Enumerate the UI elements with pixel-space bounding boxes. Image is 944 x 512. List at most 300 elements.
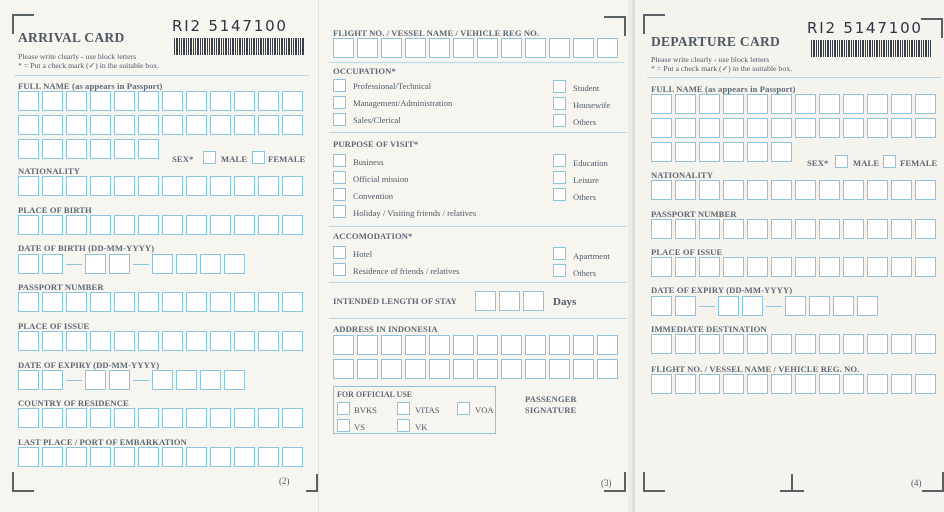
entry-box[interactable] [333, 335, 354, 355]
entry-box[interactable] [234, 331, 255, 351]
entry-box[interactable] [90, 139, 111, 159]
entry-box[interactable] [258, 331, 279, 351]
entry-box[interactable] [18, 292, 39, 312]
entry-box[interactable] [18, 254, 39, 274]
entry-box[interactable] [477, 359, 498, 379]
entry-box[interactable] [381, 38, 402, 58]
entry-box[interactable] [597, 335, 618, 355]
occupation-checkbox[interactable] [333, 96, 346, 109]
entry-box[interactable] [66, 115, 87, 135]
entry-box[interactable] [186, 292, 207, 312]
entry-box[interactable] [843, 334, 864, 354]
entry-box[interactable] [42, 370, 63, 390]
entry-box[interactable] [785, 296, 806, 316]
entry-box[interactable] [210, 408, 231, 428]
entry-box[interactable] [891, 118, 912, 138]
entry-box[interactable] [42, 115, 63, 135]
entry-box[interactable] [795, 94, 816, 114]
passport-number-field[interactable] [18, 292, 306, 312]
entry-box[interactable] [699, 94, 720, 114]
entry-box[interactable] [651, 257, 672, 277]
entry-box[interactable] [114, 176, 135, 196]
entry-box[interactable] [109, 254, 130, 274]
entry-box[interactable] [819, 118, 840, 138]
entry-box[interactable] [891, 374, 912, 394]
entry-box[interactable] [162, 176, 183, 196]
entry-box[interactable] [224, 254, 245, 274]
entry-box[interactable] [549, 38, 570, 58]
entry-box[interactable] [258, 115, 279, 135]
entry-box[interactable] [186, 331, 207, 351]
entry-box[interactable] [357, 335, 378, 355]
female-checkbox[interactable] [883, 155, 896, 168]
entry-box[interactable] [258, 176, 279, 196]
stay-field[interactable] [475, 291, 547, 311]
entry-box[interactable] [162, 91, 183, 111]
entry-box[interactable] [176, 370, 197, 390]
occupation-checkbox[interactable] [333, 113, 346, 126]
entry-box[interactable] [42, 408, 63, 428]
entry-box[interactable] [200, 370, 221, 390]
entry-box[interactable] [333, 38, 354, 58]
entry-box[interactable] [18, 370, 39, 390]
entry-box[interactable] [523, 291, 544, 311]
address-row-1[interactable] [333, 335, 621, 355]
place-of-birth-field[interactable] [18, 215, 306, 235]
entry-box[interactable] [162, 115, 183, 135]
entry-box[interactable] [152, 254, 173, 274]
entry-box[interactable] [90, 408, 111, 428]
entry-box[interactable] [109, 370, 130, 390]
entry-box[interactable] [357, 359, 378, 379]
purpose-checkbox[interactable] [333, 188, 346, 201]
full-name-row-1[interactable] [18, 91, 306, 111]
entry-box[interactable] [210, 176, 231, 196]
entry-box[interactable] [699, 219, 720, 239]
accommodation-checkbox[interactable] [553, 247, 566, 260]
entry-box[interactable] [843, 257, 864, 277]
entry-box[interactable] [234, 215, 255, 235]
entry-box[interactable] [699, 334, 720, 354]
male-checkbox[interactable] [203, 151, 216, 164]
entry-box[interactable] [66, 408, 87, 428]
entry-box[interactable] [867, 257, 888, 277]
entry-box[interactable] [405, 335, 426, 355]
entry-box[interactable] [162, 331, 183, 351]
entry-box[interactable] [771, 94, 792, 114]
entry-box[interactable] [42, 139, 63, 159]
entry-box[interactable] [114, 292, 135, 312]
entry-box[interactable] [771, 180, 792, 200]
voa-checkbox[interactable] [457, 402, 470, 415]
entry-box[interactable] [651, 180, 672, 200]
entry-box[interactable] [501, 335, 522, 355]
entry-box[interactable] [282, 176, 303, 196]
entry-box[interactable] [651, 296, 672, 316]
entry-box[interactable] [138, 447, 159, 467]
entry-box[interactable] [429, 335, 450, 355]
entry-box[interactable] [819, 180, 840, 200]
male-checkbox[interactable] [835, 155, 848, 168]
entry-box[interactable] [138, 115, 159, 135]
entry-box[interactable] [771, 118, 792, 138]
entry-box[interactable] [186, 91, 207, 111]
entry-box[interactable] [747, 374, 768, 394]
entry-box[interactable] [90, 331, 111, 351]
entry-box[interactable] [915, 374, 936, 394]
flight-field[interactable] [333, 38, 621, 58]
entry-box[interactable] [891, 180, 912, 200]
entry-box[interactable] [867, 118, 888, 138]
entry-box[interactable] [675, 118, 696, 138]
entry-box[interactable] [915, 118, 936, 138]
vitas-checkbox[interactable] [397, 402, 410, 415]
purpose-checkbox[interactable] [333, 205, 346, 218]
date-of-expiry-field[interactable] [651, 296, 881, 316]
entry-box[interactable] [282, 215, 303, 235]
entry-box[interactable] [114, 447, 135, 467]
entry-box[interactable] [333, 359, 354, 379]
entry-box[interactable] [90, 447, 111, 467]
purpose-checkbox[interactable] [333, 154, 346, 167]
entry-box[interactable] [429, 38, 450, 58]
entry-box[interactable] [795, 118, 816, 138]
entry-box[interactable] [90, 91, 111, 111]
entry-box[interactable] [573, 359, 594, 379]
entry-box[interactable] [833, 296, 854, 316]
entry-box[interactable] [258, 91, 279, 111]
entry-box[interactable] [114, 115, 135, 135]
purpose-checkbox[interactable] [553, 154, 566, 167]
entry-box[interactable] [867, 94, 888, 114]
entry-box[interactable] [429, 359, 450, 379]
entry-box[interactable] [176, 254, 197, 274]
entry-box[interactable] [549, 359, 570, 379]
entry-box[interactable] [915, 94, 936, 114]
entry-box[interactable] [282, 91, 303, 111]
entry-box[interactable] [651, 219, 672, 239]
full-name-row-3[interactable] [651, 142, 795, 162]
entry-box[interactable] [891, 94, 912, 114]
bvks-checkbox[interactable] [337, 402, 350, 415]
destination-field[interactable] [651, 334, 939, 354]
entry-box[interactable] [795, 334, 816, 354]
entry-box[interactable] [210, 91, 231, 111]
entry-box[interactable] [651, 334, 672, 354]
entry-box[interactable] [357, 38, 378, 58]
entry-box[interactable] [42, 292, 63, 312]
entry-box[interactable] [210, 115, 231, 135]
entry-box[interactable] [699, 118, 720, 138]
entry-box[interactable] [723, 257, 744, 277]
entry-box[interactable] [699, 374, 720, 394]
entry-box[interactable] [723, 118, 744, 138]
entry-box[interactable] [186, 447, 207, 467]
entry-box[interactable] [18, 115, 39, 135]
entry-box[interactable] [42, 176, 63, 196]
full-name-row-2[interactable] [18, 115, 306, 135]
entry-box[interactable] [42, 91, 63, 111]
entry-box[interactable] [549, 335, 570, 355]
entry-box[interactable] [453, 359, 474, 379]
entry-box[interactable] [742, 296, 763, 316]
entry-box[interactable] [477, 38, 498, 58]
vs-checkbox[interactable] [337, 419, 350, 432]
entry-box[interactable] [747, 257, 768, 277]
occupation-checkbox[interactable] [553, 97, 566, 110]
entry-box[interactable] [114, 331, 135, 351]
entry-box[interactable] [453, 38, 474, 58]
entry-box[interactable] [210, 331, 231, 351]
entry-box[interactable] [186, 408, 207, 428]
entry-box[interactable] [66, 215, 87, 235]
entry-box[interactable] [18, 408, 39, 428]
entry-box[interactable] [675, 219, 696, 239]
entry-box[interactable] [501, 359, 522, 379]
entry-box[interactable] [819, 94, 840, 114]
purpose-checkbox[interactable] [553, 171, 566, 184]
entry-box[interactable] [747, 118, 768, 138]
entry-box[interactable] [114, 215, 135, 235]
entry-box[interactable] [675, 374, 696, 394]
address-row-2[interactable] [333, 359, 621, 379]
entry-box[interactable] [675, 334, 696, 354]
entry-box[interactable] [573, 335, 594, 355]
entry-box[interactable] [85, 254, 106, 274]
entry-box[interactable] [18, 215, 39, 235]
purpose-checkbox[interactable] [553, 188, 566, 201]
entry-box[interactable] [843, 219, 864, 239]
entry-box[interactable] [699, 142, 720, 162]
entry-box[interactable] [138, 91, 159, 111]
entry-box[interactable] [819, 374, 840, 394]
occupation-checkbox[interactable] [553, 114, 566, 127]
entry-box[interactable] [675, 142, 696, 162]
occupation-checkbox[interactable] [553, 80, 566, 93]
entry-box[interactable] [162, 215, 183, 235]
accommodation-checkbox[interactable] [333, 246, 346, 259]
entry-box[interactable] [795, 257, 816, 277]
place-of-issue-field[interactable] [18, 331, 306, 351]
entry-box[interactable] [771, 374, 792, 394]
entry-box[interactable] [525, 359, 546, 379]
accommodation-checkbox[interactable] [333, 263, 346, 276]
entry-box[interactable] [186, 215, 207, 235]
entry-box[interactable] [90, 115, 111, 135]
accommodation-checkbox[interactable] [553, 264, 566, 277]
entry-box[interactable] [66, 139, 87, 159]
entry-box[interactable] [718, 296, 739, 316]
entry-box[interactable] [651, 94, 672, 114]
entry-box[interactable] [477, 335, 498, 355]
occupation-checkbox[interactable] [333, 79, 346, 92]
entry-box[interactable] [234, 447, 255, 467]
entry-box[interactable] [66, 331, 87, 351]
entry-box[interactable] [597, 38, 618, 58]
entry-box[interactable] [651, 142, 672, 162]
entry-box[interactable] [501, 38, 522, 58]
entry-box[interactable] [66, 292, 87, 312]
entry-box[interactable] [475, 291, 496, 311]
entry-box[interactable] [66, 176, 87, 196]
date-of-expiry-field[interactable] [18, 370, 248, 390]
entry-box[interactable] [723, 219, 744, 239]
entry-box[interactable] [867, 334, 888, 354]
entry-box[interactable] [651, 118, 672, 138]
nationality-field[interactable] [651, 180, 939, 200]
entry-box[interactable] [405, 359, 426, 379]
entry-box[interactable] [699, 257, 720, 277]
date-of-birth-field[interactable] [18, 254, 248, 274]
entry-box[interactable] [138, 176, 159, 196]
entry-box[interactable] [857, 296, 878, 316]
vk-checkbox[interactable] [397, 419, 410, 432]
entry-box[interactable] [915, 334, 936, 354]
entry-box[interactable] [186, 115, 207, 135]
passport-number-field[interactable] [651, 219, 939, 239]
entry-box[interactable] [224, 370, 245, 390]
full-name-row-2[interactable] [651, 118, 939, 138]
entry-box[interactable] [42, 254, 63, 274]
full-name-row-3[interactable] [18, 139, 162, 159]
entry-box[interactable] [675, 94, 696, 114]
entry-box[interactable] [675, 180, 696, 200]
entry-box[interactable] [795, 180, 816, 200]
entry-box[interactable] [843, 94, 864, 114]
entry-box[interactable] [258, 408, 279, 428]
entry-box[interactable] [499, 291, 520, 311]
entry-box[interactable] [699, 180, 720, 200]
entry-box[interactable] [771, 257, 792, 277]
entry-box[interactable] [234, 176, 255, 196]
entry-box[interactable] [18, 331, 39, 351]
entry-box[interactable] [819, 257, 840, 277]
entry-box[interactable] [138, 215, 159, 235]
entry-box[interactable] [915, 180, 936, 200]
entry-box[interactable] [114, 139, 135, 159]
entry-box[interactable] [525, 38, 546, 58]
full-name-row-1[interactable] [651, 94, 939, 114]
entry-box[interactable] [42, 215, 63, 235]
entry-box[interactable] [867, 219, 888, 239]
entry-box[interactable] [210, 292, 231, 312]
entry-box[interactable] [771, 219, 792, 239]
place-of-issue-field[interactable] [651, 257, 939, 277]
entry-box[interactable] [282, 331, 303, 351]
entry-box[interactable] [843, 180, 864, 200]
entry-box[interactable] [381, 335, 402, 355]
entry-box[interactable] [66, 447, 87, 467]
entry-box[interactable] [42, 447, 63, 467]
entry-box[interactable] [723, 374, 744, 394]
entry-box[interactable] [282, 115, 303, 135]
entry-box[interactable] [843, 118, 864, 138]
entry-box[interactable] [453, 335, 474, 355]
entry-box[interactable] [282, 447, 303, 467]
entry-box[interactable] [867, 374, 888, 394]
last-place-field[interactable] [18, 447, 306, 467]
entry-box[interactable] [675, 296, 696, 316]
entry-box[interactable] [18, 447, 39, 467]
entry-box[interactable] [819, 219, 840, 239]
entry-box[interactable] [138, 292, 159, 312]
entry-box[interactable] [651, 374, 672, 394]
entry-box[interactable] [723, 142, 744, 162]
entry-box[interactable] [771, 142, 792, 162]
entry-box[interactable] [282, 292, 303, 312]
entry-box[interactable] [138, 139, 159, 159]
entry-box[interactable] [282, 408, 303, 428]
entry-box[interactable] [747, 219, 768, 239]
entry-box[interactable] [210, 215, 231, 235]
entry-box[interactable] [186, 176, 207, 196]
entry-box[interactable] [42, 331, 63, 351]
purpose-checkbox[interactable] [333, 171, 346, 184]
entry-box[interactable] [675, 257, 696, 277]
entry-box[interactable] [234, 292, 255, 312]
entry-box[interactable] [90, 292, 111, 312]
entry-box[interactable] [573, 38, 594, 58]
entry-box[interactable] [258, 215, 279, 235]
entry-box[interactable] [891, 219, 912, 239]
entry-box[interactable] [795, 374, 816, 394]
female-checkbox[interactable] [252, 151, 265, 164]
entry-box[interactable] [525, 335, 546, 355]
entry-box[interactable] [891, 257, 912, 277]
entry-box[interactable] [152, 370, 173, 390]
entry-box[interactable] [915, 219, 936, 239]
entry-box[interactable] [747, 180, 768, 200]
entry-box[interactable] [747, 94, 768, 114]
entry-box[interactable] [234, 408, 255, 428]
entry-box[interactable] [819, 334, 840, 354]
entry-box[interactable] [234, 115, 255, 135]
entry-box[interactable] [915, 257, 936, 277]
entry-box[interactable] [843, 374, 864, 394]
entry-box[interactable] [18, 176, 39, 196]
entry-box[interactable] [66, 91, 87, 111]
entry-box[interactable] [381, 359, 402, 379]
entry-box[interactable] [597, 359, 618, 379]
entry-box[interactable] [795, 219, 816, 239]
entry-box[interactable] [809, 296, 830, 316]
entry-box[interactable] [747, 142, 768, 162]
entry-box[interactable] [85, 370, 106, 390]
entry-box[interactable] [723, 94, 744, 114]
entry-box[interactable] [210, 447, 231, 467]
entry-box[interactable] [162, 408, 183, 428]
entry-box[interactable] [162, 447, 183, 467]
entry-box[interactable] [747, 334, 768, 354]
entry-box[interactable] [771, 334, 792, 354]
entry-box[interactable] [90, 215, 111, 235]
entry-box[interactable] [200, 254, 221, 274]
country-of-residence-field[interactable] [18, 408, 306, 428]
entry-box[interactable] [114, 408, 135, 428]
flight-field[interactable] [651, 374, 939, 394]
entry-box[interactable] [867, 180, 888, 200]
entry-box[interactable] [258, 292, 279, 312]
entry-box[interactable] [138, 408, 159, 428]
entry-box[interactable] [258, 447, 279, 467]
entry-box[interactable] [234, 91, 255, 111]
entry-box[interactable] [90, 176, 111, 196]
entry-box[interactable] [18, 91, 39, 111]
entry-box[interactable] [162, 292, 183, 312]
nationality-field[interactable] [18, 176, 306, 196]
entry-box[interactable] [723, 180, 744, 200]
entry-box[interactable] [723, 334, 744, 354]
